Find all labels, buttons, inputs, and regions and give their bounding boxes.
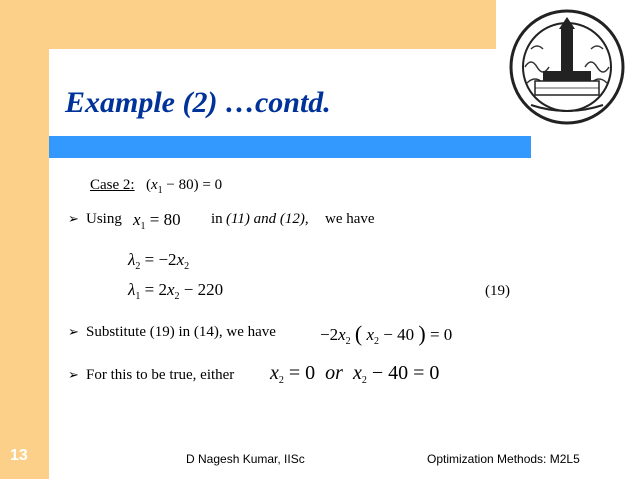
lambda1-equation: $\lambda_1 = 2x_2 - 220$ (128, 280, 224, 302)
bullet-arrow-icon: ➢ (68, 212, 79, 227)
bullet1-text-using: Using (86, 211, 122, 227)
case-equation: $(x_1 - 80) = 0$ (146, 177, 223, 196)
bullet2-equation: $-2x_2$ ( $x_2 - 40$ ) = 0 (320, 321, 453, 347)
lambda2-equation: $\lambda_2 = -2x_2$ (128, 250, 190, 272)
slide-title: Example (2) …contd. (65, 86, 331, 119)
left-accent-bar (0, 0, 49, 479)
bullet1-equation: $x_1 = 80$ (133, 210, 181, 232)
bullet3-equation: $x_2 = 0$ or $x_2 - 40 = 0$ (270, 362, 440, 386)
bullet2-text: Substitute (19) in (14), we have (86, 324, 276, 340)
title-rule-gap (49, 133, 531, 136)
page-number: 13 (10, 447, 28, 464)
case-label: Case 2: (90, 177, 135, 193)
equation-number: (19) (485, 283, 510, 299)
bullet1-references: (11) and (12), (226, 211, 309, 227)
title-rule (49, 133, 531, 158)
bullet1-text-have: we have (325, 211, 375, 227)
top-accent-bar (49, 0, 496, 49)
iisc-logo (505, 5, 629, 129)
bullet3-text: For this to be true, either (86, 367, 235, 383)
footer-author: D Nagesh Kumar, IISc (186, 452, 305, 466)
bullet-arrow-icon: ➢ (68, 325, 79, 340)
bullet1-text-in: in (211, 211, 223, 227)
footer-course: Optimization Methods: M2L5 (427, 452, 580, 466)
bullet-arrow-icon: ➢ (68, 368, 79, 383)
